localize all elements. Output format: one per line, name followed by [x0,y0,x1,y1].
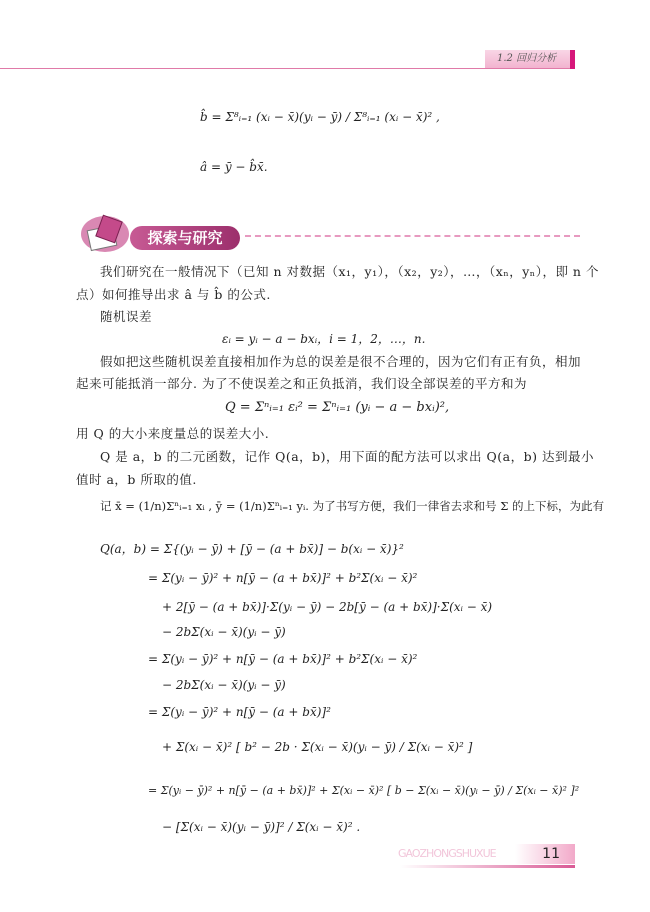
header-accent-bar [570,50,575,69]
derivation-line: = Σ(yᵢ − ȳ)² + n[ȳ − (a + bx̄)]² + b²Σ(xᵢ − x̄)² [148,652,418,666]
derivation-line: + Σ(xᵢ − x̄)² [ b² − 2b · Σ(xᵢ − x̄)(yᵢ − ȳ) / Σ(xᵢ − x̄)² ] [162,740,473,754]
eq-epsilon: εᵢ = yᵢ − a − bxᵢ，i = 1，2，…，n. [222,332,426,346]
derivation-line: = Σ(yᵢ − ȳ)² + n[ȳ − (a + bx̄)]² [148,705,331,719]
banner-dashed-rule [245,235,580,237]
para-3-line-1: 假如把这些随机误差直接相加作为总的误差是很不合理的，因为它们有正有负，相加 [100,354,582,369]
section-header: 1.2 回归分析 [485,50,570,68]
footer-brand: GAOZHONGSHUXUE [398,847,496,860]
page-number: 11 [515,844,575,864]
eq-Q: Q = Σⁿᵢ₌₁ εᵢ² = Σⁿᵢ₌₁ (yᵢ − a − bxᵢ)², [225,400,450,415]
formula-a-hat: â = ȳ − b̂x̄. [200,160,268,174]
derivation-line: Q(a，b) = Σ{(yᵢ − ȳ) + [ȳ − (a + bx̄)] − b(xᵢ − x̄)}² [100,542,404,556]
header-rule [0,68,575,69]
para-6: 记 x̄ = (1/n)Σⁿᵢ₌₁ xᵢ , ȳ = (1/n)Σⁿᵢ₌₁ yᵢ. 为了书写方便，我们一律省去求和号 Σ 的上下标，为此有 [100,499,605,513]
para-4: 用 Q 的大小来度量总的误差大小. [76,426,270,441]
para-3-line-2: 起来可能抵消一部分. 为了不使误差之和正负抵消，我们设全部误差的平方和为 [76,376,527,391]
derivation-line: + 2[ȳ − (a + bx̄)]·Σ(yᵢ − ȳ) − 2b[ȳ − (a + bx̄)]·Σ(xᵢ − x̄) [162,600,493,614]
derivation-line: = Σ(yᵢ − ȳ)² + n[ȳ − (a + bx̄)]² + Σ(xᵢ − x̄)² [ b − Σ(xᵢ − x̄)(yᵢ − ȳ) / Σ(xᵢ − x̄)² ]² [148,784,580,797]
derivation-line: − [Σ(xᵢ − x̄)(yᵢ − ȳ)]² / Σ(xᵢ − x̄)² . [162,820,361,834]
section-banner [75,212,245,252]
formula-b-hat: b̂ = Σ⁸ᵢ₌₁ (xᵢ − x̄)(yᵢ − ȳ) / Σ⁸ᵢ₌₁ (xᵢ − x̄)² , [200,110,440,124]
para-1-line-1: 我们研究在一般情况下（已知 n 对数据（x₁，y₁），（x₂，y₂），…，（xₙ，yₙ），即 n 个 [100,264,599,279]
derivation-line: − 2bΣ(xᵢ − x̄)(yᵢ − ȳ) [162,678,286,692]
para-5-line-1: Q 是 a，b 的二元函数，记作 Q(a，b)，用下面的配方法可以求出 Q(a，b) 达到最小 [100,449,594,464]
banner-title: 探索与研究 [130,226,240,250]
book-icon [79,212,131,260]
para-1-line-2: 点）如何推导出求 â 与 b̂ 的公式. [76,287,271,302]
para-2: 随机误差 [100,309,153,324]
para-5-line-2: 值时 a，b 所取的值. [76,472,197,487]
footer-rule [400,865,575,868]
derivation-line: = Σ(yᵢ − ȳ)² + n[ȳ − (a + bx̄)]² + b²Σ(xᵢ − x̄)² [148,571,418,585]
derivation-line: − 2bΣ(xᵢ − x̄)(yᵢ − ȳ) [162,625,286,639]
